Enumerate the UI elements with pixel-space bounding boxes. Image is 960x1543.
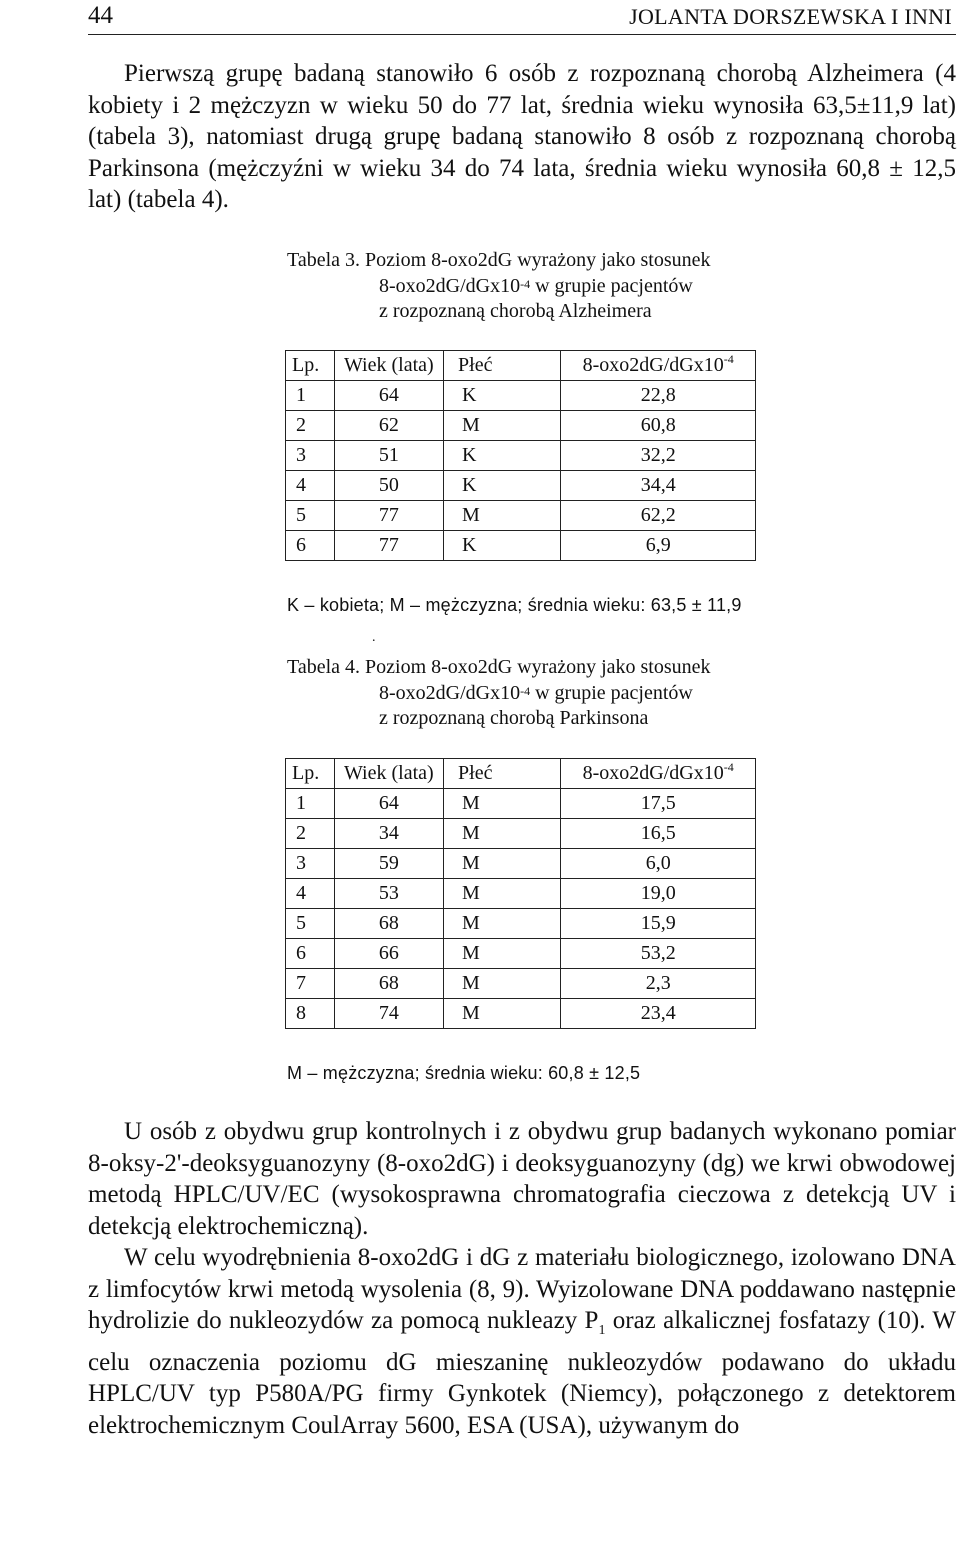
cell-lp: 3 bbox=[286, 849, 335, 879]
table3-header-age: Wiek (lata) bbox=[334, 351, 443, 381]
cell-sex: M bbox=[444, 819, 561, 849]
cell-value: 15,9 bbox=[561, 909, 756, 939]
table3-caption-line3: z rozpoznaną chorobą Alzheimera bbox=[379, 300, 652, 322]
intro-text: Pierwszą grupę badaną stanowiło 6 osób z rozpoznaną chorobą Alzheimera (4 kobiety i 2 mężczyzn w wieku 50 do 77 lat, średnia wieku wynosiła 63,5±11,9 lat) (tabela 3), natomiast drugą grupę badaną stanowiło 8 osób z rozpoznaną chorobą Parkinsona (mężczyźni w wieku 34 do 74 lata, średnia wieku wynosiła 60,8 ± 12,5 lat) (tabela 4). bbox=[88, 60, 956, 213]
cell-age: 64 bbox=[334, 789, 443, 819]
cell-value: 6,0 bbox=[561, 849, 756, 879]
cell-lp: 6 bbox=[286, 531, 335, 561]
cell-lp: 4 bbox=[286, 879, 335, 909]
table3-caption bbox=[287, 248, 807, 325]
methods-text-2b: oraz alkalicznej fosfatazy (10). W celu oznaczenia poziomu dG mieszaninę nukleozydów podawano do układu HPLC/UV typ P580A/PG firmy Gynkotek (Niemcy), połączonego z detektorem elektrochemicznym CoulArray 5600, ESA (USA), używanym do bbox=[88, 1307, 956, 1439]
table4-header-value: $8-oxo2dG/dGx10^{-4}$ bbox=[561, 759, 756, 789]
cell-lp: 7 bbox=[286, 969, 335, 999]
table4-caption-line2: $8-oxo2dG/dGx10^{-4}$ w grupie pacjentów bbox=[379, 681, 693, 704]
cell-sex: K bbox=[444, 531, 561, 561]
cell-age: 50 bbox=[334, 471, 443, 501]
cell-lp: 6 bbox=[286, 939, 335, 969]
cell-sex: M bbox=[444, 411, 561, 441]
table-row bbox=[286, 471, 756, 501]
cell-age: 53 bbox=[334, 879, 443, 909]
methods-paragraph-2 bbox=[88, 1242, 956, 1441]
table3-caption-line1: Tabela 3. Poziom 8-oxo2dG wyrażony jako stosunek bbox=[287, 249, 711, 271]
cell-lp: 4 bbox=[286, 471, 335, 501]
table-row bbox=[286, 969, 756, 999]
cell-sex: M bbox=[444, 909, 561, 939]
table4-header-age: Wiek (lata) bbox=[334, 759, 443, 789]
table4-note: M – mężczyzna; średnia wieku: 60,8 ± 12,5 bbox=[287, 1063, 641, 1083]
table3-header-lp: Lp. bbox=[286, 351, 335, 381]
table4-header-sex: Płeć bbox=[444, 759, 561, 789]
table4-caption-line3: z rozpoznaną chorobą Parkinsona bbox=[379, 707, 649, 729]
scan-speck: . bbox=[372, 630, 376, 645]
intro-paragraph bbox=[88, 58, 956, 216]
methods-text-2a: W celu wyodrębnienia 8-oxo2dG i dG z materiału biologicznego, izolowano DNA z limfocytów krwi metodą wysolenia (8, 9). Wyizolowane DNA poddawano następnie hydrolizie do nukleozydów za pomocą nukleazy P bbox=[88, 1244, 956, 1334]
cell-lp: 2 bbox=[286, 411, 335, 441]
cell-sex: K bbox=[444, 441, 561, 471]
table-row bbox=[286, 381, 756, 411]
table-row bbox=[286, 849, 756, 879]
table4-body bbox=[286, 789, 756, 1029]
table-row bbox=[286, 879, 756, 909]
cell-value: 53,2 bbox=[561, 939, 756, 969]
cell-sex: K bbox=[444, 471, 561, 501]
table3-header-row bbox=[286, 351, 756, 381]
cell-sex: M bbox=[444, 789, 561, 819]
cell-lp: 5 bbox=[286, 909, 335, 939]
table4-caption-line1: Tabela 4. Poziom 8-oxo2dG wyrażony jako stosunek bbox=[287, 656, 711, 678]
cell-lp: 1 bbox=[286, 381, 335, 411]
cell-sex: M bbox=[444, 969, 561, 999]
table4-header-lp: Lp. bbox=[286, 759, 335, 789]
cell-value: 6,9 bbox=[561, 531, 756, 561]
cell-age: 66 bbox=[334, 939, 443, 969]
table3-note: K – kobieta; M – mężczyzna; średnia wieku: 63,5 ± 11,9 bbox=[287, 595, 742, 615]
table-row bbox=[286, 909, 756, 939]
cell-value: 23,4 bbox=[561, 999, 756, 1029]
table-row bbox=[286, 501, 756, 531]
table-row bbox=[286, 939, 756, 969]
cell-age: 62 bbox=[334, 411, 443, 441]
cell-age: 64 bbox=[334, 381, 443, 411]
cell-age: 68 bbox=[334, 909, 443, 939]
cell-value: 19,0 bbox=[561, 879, 756, 909]
cell-lp: 1 bbox=[286, 789, 335, 819]
running-head: JOLANTA DORSZEWSKA I INNI bbox=[629, 4, 952, 29]
cell-sex: M bbox=[444, 849, 561, 879]
cell-age: 51 bbox=[334, 441, 443, 471]
cell-sex: M bbox=[444, 501, 561, 531]
table4-caption bbox=[287, 655, 807, 732]
cell-value: 22,8 bbox=[561, 381, 756, 411]
table3-body bbox=[286, 381, 756, 561]
methods-paragraph-1 bbox=[88, 1116, 956, 1242]
table-row bbox=[286, 999, 756, 1029]
page-header bbox=[88, 0, 956, 35]
cell-sex: M bbox=[444, 939, 561, 969]
cell-value: 17,5 bbox=[561, 789, 756, 819]
page-number: 44 bbox=[88, 2, 113, 29]
cell-age: 68 bbox=[334, 969, 443, 999]
cell-lp: 3 bbox=[286, 441, 335, 471]
table4-header-row bbox=[286, 759, 756, 789]
table3-caption-line2: $8-oxo2dG/dGx10^{-4}$ w grupie pacjentów bbox=[379, 274, 693, 297]
cell-sex: M bbox=[444, 879, 561, 909]
cell-age: 34 bbox=[334, 819, 443, 849]
table3 bbox=[285, 350, 756, 561]
table3-header-sex: Płeć bbox=[444, 351, 561, 381]
methods-text-2-sub: 1 bbox=[598, 1323, 606, 1338]
cell-lp: 5 bbox=[286, 501, 335, 531]
cell-value: 32,2 bbox=[561, 441, 756, 471]
cell-value: 60,8 bbox=[561, 411, 756, 441]
table-row bbox=[286, 441, 756, 471]
cell-age: 77 bbox=[334, 501, 443, 531]
table3-header-value: $8-oxo2dG/dGx10^{-4}$ bbox=[561, 351, 756, 381]
cell-age: 74 bbox=[334, 999, 443, 1029]
cell-value: 2,3 bbox=[561, 969, 756, 999]
cell-value: 62,2 bbox=[561, 501, 756, 531]
table-row bbox=[286, 789, 756, 819]
cell-lp: 2 bbox=[286, 819, 335, 849]
cell-value: 16,5 bbox=[561, 819, 756, 849]
cell-lp: 8 bbox=[286, 999, 335, 1029]
table-row bbox=[286, 411, 756, 441]
table-row bbox=[286, 819, 756, 849]
cell-age: 59 bbox=[334, 849, 443, 879]
cell-sex: M bbox=[444, 999, 561, 1029]
cell-value: 34,4 bbox=[561, 471, 756, 501]
methods-text-1: U osób z obydwu grup kontrolnych i z obydwu grup badanych wykonano pomiar 8-oksy-2'-deoksyguanozyny (8-oxo2dG) i deoksyguanozyny (dg) we krwi obwodowej metodą HPLC/UV/EC (wysokosprawna chromatografia cieczowa z detekcją UV i detekcją elektrochemiczną). bbox=[88, 1118, 956, 1240]
cell-sex: K bbox=[444, 381, 561, 411]
table4 bbox=[285, 758, 756, 1029]
cell-age: 77 bbox=[334, 531, 443, 561]
table-row bbox=[286, 531, 756, 561]
